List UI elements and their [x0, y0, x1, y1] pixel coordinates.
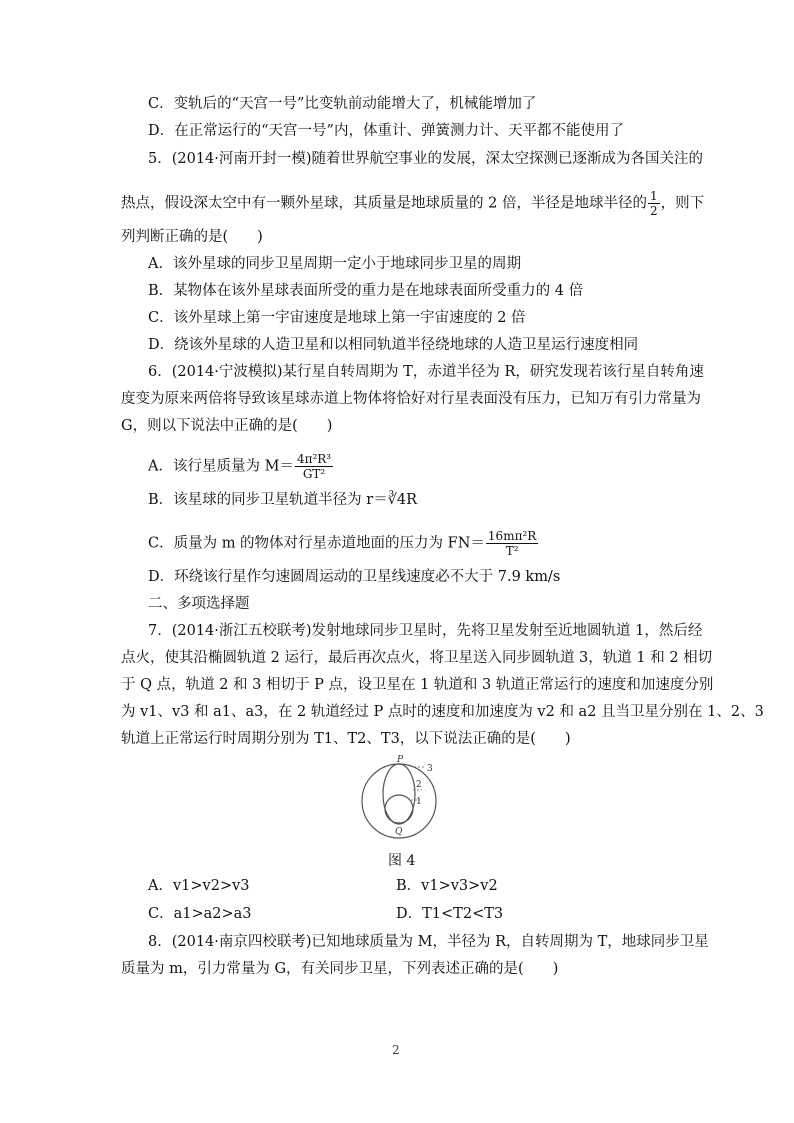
question-5-option-d: D．绕该外星球的人造卫星和以相同轨道半径绕地球的人造卫星运行速度相同: [148, 337, 639, 353]
question-5-stem-1: 5．(2014·河南开封一模)随着世界航空事业的发展，深太空探测已逐渐成为各国关注的: [148, 151, 704, 167]
question-7-stem-4: 为 v1、v3 和 a1、a3，在 2 轨道经过 P 点时的速度和加速度为 v2 和 a2 且当卫星分别在 1、2、3: [121, 704, 764, 720]
orbit-diagram: [356, 754, 446, 844]
question-6-stem-1: 6．(2014·宁波模拟)某行星自转周期为 T，赤道半径为 R，研究发现若该行星自转角速: [148, 364, 704, 380]
question-7-option-d: D．T1<T2<T3: [396, 906, 504, 922]
figure-caption: 图 4: [388, 853, 416, 869]
question-5-option-b: B．某物体在该外星球表面所受的重力是在地球表面所受重力的 4 倍: [148, 283, 584, 299]
orbit-1-circle: [385, 795, 413, 823]
q6c-frac-num: 16mπ²R: [487, 529, 537, 543]
question-5-option-a: A．该外星球的同步卫星周期一定小于地球同步卫星的周期: [148, 256, 521, 272]
label-2: 2: [416, 780, 422, 790]
page-number: 2: [392, 1043, 400, 1057]
q6c-frac-den: T²: [505, 544, 519, 558]
question-6-stem-2: 度变为原来两倍将导致该星球赤道上物体将恰好对行星表面没有压力，已知万有引力常量为: [121, 391, 701, 407]
label-q: Q: [395, 827, 403, 837]
q6a-frac-den: GT²: [302, 467, 326, 481]
option-d-line: D．在正常运行的“天宫一号”内，体重计、弹簧测力计、天平都不能使用了: [148, 123, 624, 139]
q6a-text: A．该行星质量为 M＝: [148, 458, 294, 475]
q5-frac-num: 1: [649, 189, 658, 203]
question-7-option-a: A．v1>v2>v3: [148, 878, 250, 894]
q5-text-post: ，则下: [660, 195, 705, 212]
q5-frac-den: 2: [649, 204, 658, 218]
question-6-option-d: D．环绕该行星作匀速圆周运动的卫星线速度必不大于 7.9 km/s: [148, 569, 561, 585]
question-6-option-a: [148, 452, 334, 481]
section-heading-multiple-choice: 二、多项选择题: [148, 596, 250, 612]
q5-fraction: [648, 189, 660, 218]
question-7-option-b: B．v1>v3>v2: [396, 878, 498, 894]
orbit-2-ellipse: [383, 764, 415, 824]
q6a-fraction: [295, 452, 333, 481]
option-c-line: C．变轨后的“天宫一号”比变轨前动能增大了，机械能增加了: [148, 96, 537, 112]
question-5-stem-2: [121, 189, 704, 218]
q6a-frac-num: 4π²R³: [296, 452, 332, 466]
question-5-option-c: C．该外星球上第一宇宙速度是地球上第一宇宙速度的 2 倍: [148, 310, 526, 326]
label-p: P: [397, 755, 404, 765]
question-7-stem-5: 轨道上正常运行时周期分别为 T1、T2、T3，以下说法正确的是( ): [121, 731, 571, 747]
q5-text-pre: 热点，假设深太空中有一颗外星球，其质量是地球质量的 2 倍，半径是地球半径的: [121, 195, 647, 212]
label-3: 3: [427, 764, 433, 774]
question-7-option-c: C．a1>a2>a3: [148, 906, 252, 922]
question-7-stem-3: 于 Q 点，轨道 2 和 3 相切于 P 点，设卫星在 1 轨道和 3 轨道正常运行的速度和加速度分别: [121, 677, 714, 693]
label-1: 1: [416, 797, 422, 807]
question-6-option-b: B．该星球的同步卫星轨道半径为 r＝∛4R: [148, 492, 418, 508]
question-6-option-c: [148, 529, 539, 558]
q6c-fraction: [486, 529, 538, 558]
question-8-stem-2: 质量为 m，引力常量为 G，有关同步卫星，下列表述正确的是( ): [121, 961, 559, 977]
question-7-stem-1: 7．(2014·浙江五校联考)发射地球同步卫星时，先将卫星发射至近地圆轨道 1，然后经: [148, 623, 703, 639]
question-8-stem-1: 8．(2014·南京四校联考)已知地球质量为 M，半径为 R，自转周期为 T，地球同步卫星: [148, 934, 709, 950]
question-7-stem-2: 点火，使其沿椭圆轨道 2 运行，最后再次点火，将卫星送入同步圆轨道 3，轨道 1 和 2 相切: [121, 650, 713, 666]
question-6-stem-3: G，则以下说法中正确的是( ): [121, 418, 333, 434]
q6c-text: C．质量为 m 的物体对行星赤道地面的压力为 FN＝: [148, 535, 485, 552]
question-5-stem-3: 列判断正确的是( ): [121, 229, 263, 245]
